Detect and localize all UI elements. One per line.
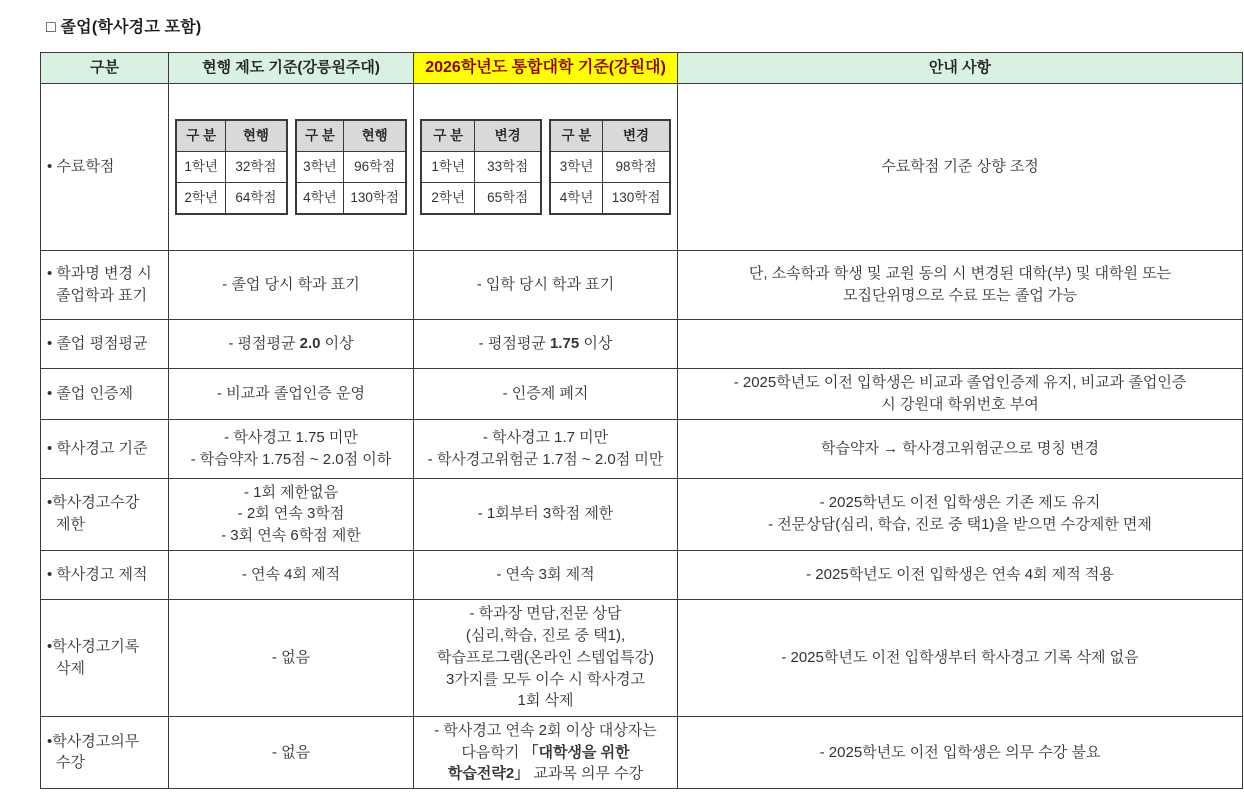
mini-header-cell: 구 분 [421, 120, 475, 152]
row-dept-name [41, 251, 1243, 320]
expel-guide: - 2025학년도 이전 입학생은 연속 4회 제적 적용 [678, 550, 1243, 599]
criteria-guide: 학습약자 → 학사경고위험군으로 명칭 변경 [678, 419, 1243, 478]
delete-guide: - 2025학년도 이전 입학생부터 학사경고 기록 삭제 없음 [678, 599, 1243, 716]
dept-label: • 학과명 변경 시 졸업학과 표기 [41, 251, 169, 320]
cert-changed: - 인증제 폐지 [414, 369, 678, 420]
mini-cell: 3학년 [550, 152, 603, 183]
expel-label: • 학사경고 제적 [41, 550, 169, 599]
row-gpa [41, 320, 1243, 369]
mini-cell: 98학점 [603, 152, 670, 183]
mini-header-cell: 변경 [475, 120, 541, 152]
limit-current: - 1회 제한없음 - 2회 연속 3학점 - 3회 연속 6학점 제한 [169, 478, 414, 550]
mini-cell: 3학년 [296, 152, 344, 183]
mini-cell: 33학점 [475, 152, 541, 183]
mini-header-cell: 현행 [344, 120, 406, 152]
row-warning-criteria [41, 419, 1243, 478]
cert-guide: - 2025학년도 이전 입학생은 비교과 졸업인증제 유지, 비교과 졸업인증 시 강원대 학위번호 부여 [678, 369, 1243, 420]
col-header-integrated: 2026학년도 통합대학 기준(강원대) [414, 53, 678, 84]
gpa-changed: - 평점평균 1.75 이상 [414, 320, 678, 369]
mini-cell: 130학점 [603, 183, 670, 215]
mini-table-changed-a [420, 119, 542, 215]
must-current: - 없음 [169, 716, 414, 788]
row-course-limit [41, 478, 1243, 550]
must-label: •학사경고의무 수강 [41, 716, 169, 788]
page-title: □ 졸업(학사경고 포함) [46, 19, 202, 36]
dept-current: - 졸업 당시 학과 표기 [169, 251, 414, 320]
mini-header-cell: 구 분 [550, 120, 603, 152]
expel-current: - 연속 4회 제적 [169, 550, 414, 599]
delete-label: •학사경고기록 삭제 [41, 599, 169, 716]
mini-header-cell: 변경 [603, 120, 670, 152]
mini-header-cell: 구 분 [296, 120, 344, 152]
mini-cell: 130학점 [344, 183, 406, 215]
mini-cell: 1학년 [421, 152, 475, 183]
gpa-current: - 평점평균 2.0 이상 [169, 320, 414, 369]
row-mandatory-course [41, 716, 1243, 788]
dept-changed: - 입학 당시 학과 표기 [414, 251, 678, 320]
delete-current: - 없음 [169, 599, 414, 716]
dept-guide: 단, 소속학과 학생 및 교원 동의 시 변경된 대학(부) 및 대학원 또는 모집단위명으로 수료 또는 졸업 가능 [678, 251, 1243, 320]
must-guide: - 2025학년도 이전 입학생은 의무 수강 불요 [678, 716, 1243, 788]
mini-table-current-b [295, 119, 408, 215]
mini-cell: 4학년 [296, 183, 344, 215]
credits-current-cell [169, 84, 414, 251]
expel-changed: - 연속 3회 제적 [414, 550, 678, 599]
credits-guide: 수료학점 기준 상향 조정 [678, 84, 1243, 251]
col-header-current: 현행 제도 기준(강릉원주대) [169, 53, 414, 84]
mini-cell: 96학점 [344, 152, 406, 183]
mini-cell: 65학점 [475, 183, 541, 215]
mini-cell: 4학년 [550, 183, 603, 215]
row-expulsion [41, 550, 1243, 599]
credits-current-tables [175, 119, 407, 215]
gpa-guide [678, 320, 1243, 369]
mini-cell: 2학년 [421, 183, 475, 215]
col-header-guide: 안내 사항 [678, 53, 1243, 84]
mini-table-current-a [175, 119, 288, 215]
cert-current: - 비교과 졸업인증 운영 [169, 369, 414, 420]
row-certification [41, 369, 1243, 420]
mini-header-cell: 현행 [226, 120, 287, 152]
must-changed: - 학사경고 연속 2회 이상 대상자는 다음학기 「대학생을 위한 학습전략2」 교과목 의무 수강 [414, 716, 678, 788]
credits-changed-tables [420, 119, 671, 215]
row-record-deletion [41, 599, 1243, 716]
col-header-category: 구분 [41, 53, 169, 84]
main-table [40, 52, 1243, 789]
criteria-changed: - 학사경고 1.7 미만 - 학사경고위험군 1.7점 ~ 2.0점 미만 [414, 419, 678, 478]
mini-table-changed-b [549, 119, 671, 215]
mini-header-cell: 구 분 [176, 120, 226, 152]
gpa-label: • 졸업 평점평균 [41, 320, 169, 369]
credits-changed-cell [414, 84, 678, 251]
limit-changed: - 1회부터 3학점 제한 [414, 478, 678, 550]
delete-changed: - 학과장 면담,전문 상담 (심리,학습, 진로 중 택1), 학습프로그램(온라인 스텝업특강) 3가지를 모두 이수 시 학사경고 1회 삭제 [414, 599, 678, 716]
mini-cell: 32학점 [226, 152, 287, 183]
criteria-label: • 학사경고 기준 [41, 419, 169, 478]
criteria-current: - 학사경고 1.75 미만 - 학습약자 1.75점 ~ 2.0점 이하 [169, 419, 414, 478]
header-row [41, 53, 1243, 84]
mini-cell: 1학년 [176, 152, 226, 183]
credits-label: • 수료학점 [41, 84, 169, 251]
mini-cell: 2학년 [176, 183, 226, 215]
limit-guide: - 2025학년도 이전 입학생은 기존 제도 유지 - 전문상담(심리, 학습, 진로 중 택1)을 받으면 수강제한 면제 [678, 478, 1243, 550]
cert-label: • 졸업 인증제 [41, 369, 169, 420]
row-credits [41, 84, 1243, 251]
mini-cell: 64학점 [226, 183, 287, 215]
limit-label: •학사경고수강 제한 [41, 478, 169, 550]
